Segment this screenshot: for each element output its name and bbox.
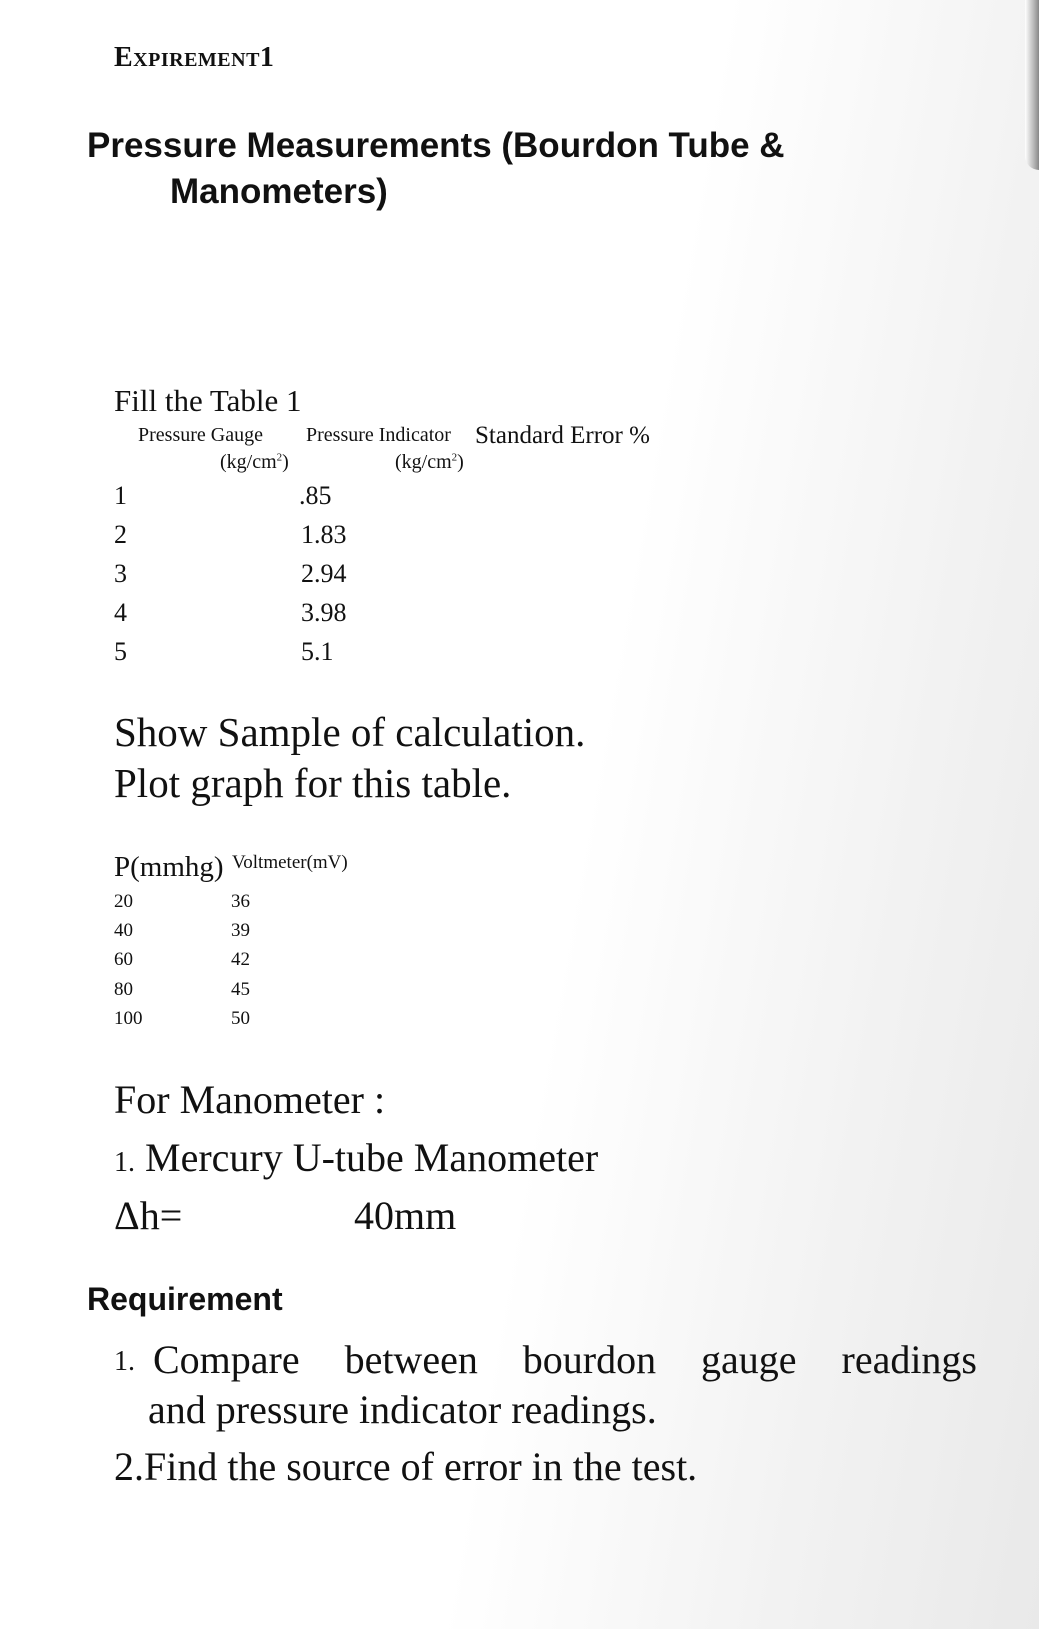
requirement-item-2: 2.Find the source of error in the test.: [114, 1444, 698, 1489]
row-number: 4: [114, 598, 127, 627]
delta-h-value: 40mm: [354, 1193, 457, 1238]
manometer-heading: For Manometer :: [114, 1077, 386, 1122]
pressure-value: 20: [114, 891, 133, 912]
voltage-value: 42: [231, 949, 250, 970]
indicator-value: 1.83: [301, 520, 347, 549]
table1-caption: Fill the Table 1: [114, 383, 302, 418]
row-number: 3: [114, 559, 127, 588]
header-pressure-gauge-unit: $(kg/cm^2)$: [220, 451, 289, 473]
page-edge-shadow: [1025, 0, 1039, 170]
item-label: Mercury U-tube Manometer: [145, 1135, 599, 1180]
header-pressure-indicator-unit: $(kg/cm^2)$: [395, 451, 464, 473]
voltage-value: 39: [231, 920, 250, 941]
voltage-value: 36: [231, 891, 250, 912]
indicator-value: .85: [299, 481, 332, 510]
requirement-heading: Requirement: [87, 1281, 283, 1317]
requirement-item-1-line2: and pressure indicator readings.: [148, 1387, 657, 1432]
row-number: 2: [114, 520, 127, 549]
row-number: 5: [114, 637, 127, 666]
header-pressure-gauge: Pressure Gauge: [138, 424, 263, 446]
indicator-value: 2.94: [301, 559, 347, 588]
page-title-line2: Manometers): [170, 172, 388, 211]
header-pressure-indicator: Pressure Indicator: [306, 424, 451, 446]
requirement-item-1-line1: [114, 1337, 977, 1382]
pressure-value: 40: [114, 920, 133, 941]
page-title-line1: Pressure Measurements (Bourdon Tube &: [87, 126, 785, 165]
voltage-value: 45: [231, 979, 250, 1000]
delta-h-label: Δh=: [114, 1193, 183, 1238]
header-voltmeter: Voltmeter(mV): [232, 852, 348, 873]
pressure-value: 60: [114, 949, 133, 970]
pressure-value: 100: [114, 1008, 143, 1029]
header-p-mmhg: P(mmhg): [114, 851, 224, 883]
pressure-value: 80: [114, 979, 133, 1000]
item-number: 1.: [114, 1346, 135, 1377]
instruction-sample-calculation: Show Sample of calculation.: [114, 709, 586, 755]
indicator-value: 3.98: [301, 598, 347, 627]
item-number: 1.: [114, 1147, 135, 1178]
voltage-value: 50: [231, 1008, 250, 1029]
header-standard-error: Standard Error %: [475, 422, 650, 449]
instruction-plot-graph: Plot graph for this table.: [114, 760, 512, 806]
item-text: Compare between bourdon gauge readings: [153, 1337, 977, 1382]
row-number: 1: [114, 481, 127, 510]
experiment-label: Expirement1: [114, 42, 275, 73]
indicator-value: 5.1: [301, 637, 334, 666]
manometer-item: [114, 1135, 599, 1180]
